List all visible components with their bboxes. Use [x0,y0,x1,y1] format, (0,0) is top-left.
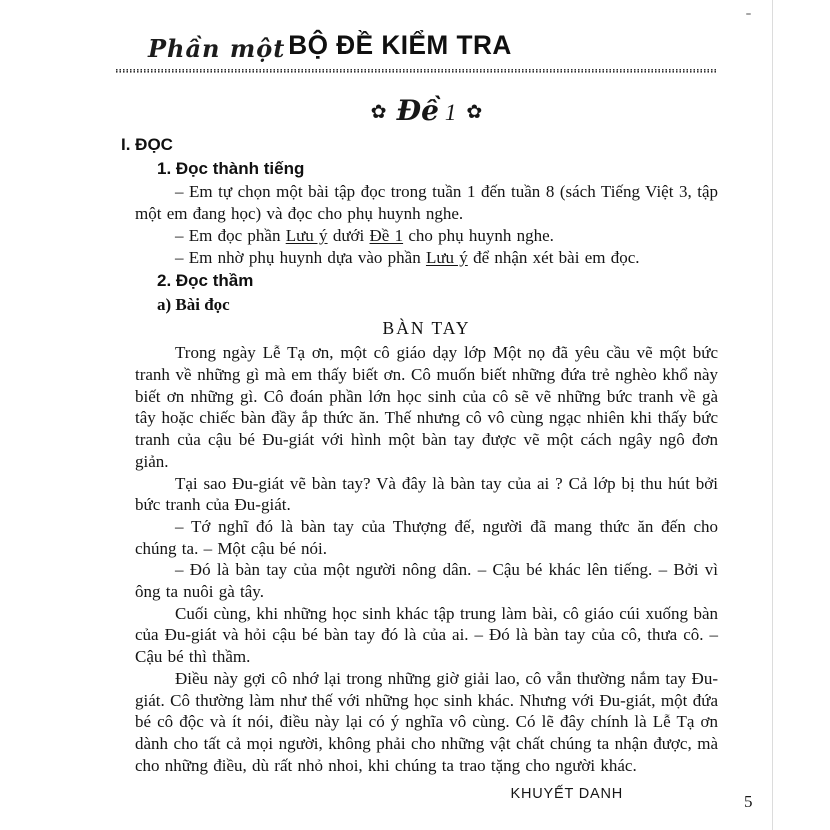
story-paragraph-3: – Tớ nghĩ đó là bàn tay của Thượng đế, người đã mang thức ăn đến cho chúng ta. – Một cậu bé nói. [135,516,718,558]
bullet2-text: – Em đọc phần [175,225,286,245]
flower-icon-right: ✿ [466,102,483,123]
bullet2-text-mid: dưới [327,225,370,245]
flower-icon-left: ✿ [370,102,387,123]
scan-speck [746,13,751,15]
page-number: 5 [744,792,753,811]
bullet3-text-end: để nhận xét bài em đọc. [467,247,640,267]
heading-reading-aloud: 1. Đọc thành tiếng [157,158,305,178]
story-paragraph-6: Điều này gợi cô nhớ lại trong những giờ giải lao, cô vẫn thường nắm tay Đu-giát. Cô thường làm như thế với những học sinh khác. Nhưng với Đu-giát, một đứa bé cô độc và ít nói, điều này lại có ý nghĩa vô cùng. Có lẽ đây chính là Lễ Tạ ơn dành cho tất cả mọi người, không phải cho những vật chất chúng ta nhận được, mà cho những điều, dù rất nhỏ nhoi, khi chúng ta trao tặng cho người khác. [135,668,718,775]
bullet3-text: – Em nhờ phụ huynh dựa vào phần [175,247,426,267]
story-paragraph-5: Cuối cùng, khi những học sinh khác tập trung làm bài, cô giáo cúi xuống bàn của Đu-giát và hỏi cậu bé bàn tay đó là của ai. – Đó là bàn tay của cô, thưa cô. – Cậu bé thì thầm. [135,603,718,667]
heading-passage-label: a) Bài đọc [157,294,230,314]
part-label: Phần một [148,34,286,63]
bullet2-underline-de-1: Đề 1 [369,225,404,245]
passage-title: BÀN TAY [382,317,471,338]
bullet2-underline-luu-y: Lưu ý [285,225,328,245]
author-byline: KHUYẾT DANH [510,786,623,803]
instruction-bullet-3 [135,247,718,269]
instruction-bullet-2 [135,225,718,247]
book-title: BỘ ĐỀ KIỂM TRA [288,30,512,60]
page-body [121,132,718,806]
exam-number: 1 [444,100,457,125]
exam-title [135,94,718,127]
bullet3-underline-luu-y: Lưu ý [425,247,468,267]
header-rule [116,69,717,73]
section-heading-reading: I. ĐỌC [121,135,173,154]
story-paragraph-2: Tại sao Đu-giát vẽ bàn tay? Và đây là bàn tay của ai ? Cả lớp bị thu hút bởi bức tranh của Đu-giát. [135,473,718,515]
story-paragraph-4: – Đó là bàn tay của một người nông dân. – Cậu bé khác lên tiếng. – Bởi vì ông ta nuôi gà tây. [135,560,718,602]
instruction-bullet-1: – Em tự chọn một bài tập đọc trong tuần 1 đến tuần 8 (sách Tiếng Việt 3, tập một em đang học) và đọc cho phụ huynh nghe. [135,182,718,224]
story-paragraph-1: Trong ngày Lễ Tạ ơn, một cô giáo dạy lớp Một nọ đã yêu cầu vẽ một bức tranh về những gì mà em thấy biết ơn. Cô muốn biết những đứa trẻ nghèo khổ này biết ơn những gì. Cô đoán phần lớn học sinh của cô sẽ vẽ những bức tranh về gà tây hoặc chiếc bàn đầy ắp thức ăn. Thế nhưng cô vô cùng ngạc nhiên khi thấy bức tranh của cậu bé Đu-giát với hình một bàn tay được vẽ một cách ngây ngô đơn giản. [135,343,718,471]
bullet2-text-end: cho phụ huynh nghe. [403,225,554,245]
exam-label: Đề [396,94,439,127]
scan-edge-line [772,0,773,830]
heading-silent-reading: 2. Đọc thầm [157,271,254,291]
